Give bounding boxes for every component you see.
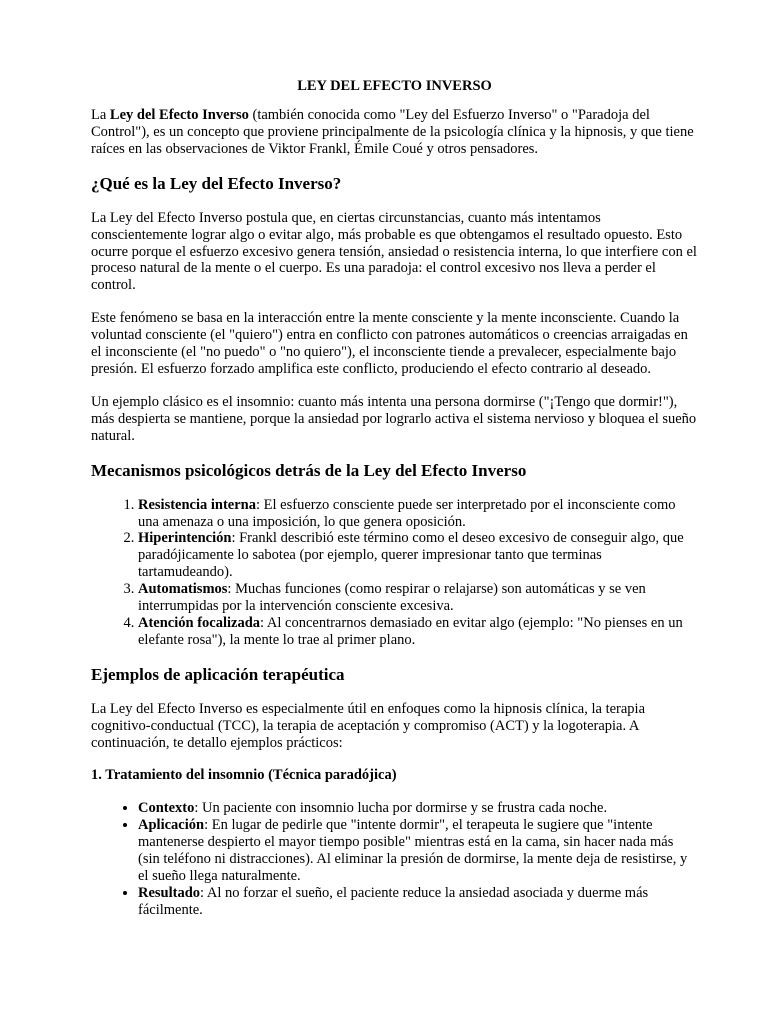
- list-item-term: Resistencia interna: [138, 496, 256, 513]
- intro-paragraph: [91, 107, 698, 158]
- intro-pre: La: [91, 107, 110, 123]
- list-item-text: : El esfuerzo consciente puede ser interpretado por el inconsciente como una amenaza o una imposición, lo que genera oposición.: [138, 496, 676, 530]
- body-paragraph: La Ley del Efecto Inverso postula que, en ciertas circunstancias, cuanto más intentamos conscientemente lograr algo o evitar algo, más probable es que obtengamos el resultado opuesto. Esto ocurre porque el esfuerzo excesivo genera tensión, ansiedad o resistencia interna, lo que interfiere con el proceso natural de la mente o el cuerpo. Es una paradoja: el control excesivo nos lleva a perder el control.: [91, 209, 697, 294]
- body-paragraph: La Ley del Efecto Inverso es especialmente útil en enfoques como la hipnosis clínica, la terapia cognitivo-conductual (TCC), la terapia de aceptación y compromiso (ACT) y la logoterapia. A continuación, te detallo ejemplos prácticos:: [91, 700, 646, 751]
- document-title: LEY DEL EFECTO INVERSO: [297, 78, 492, 94]
- list-item-term: Contexto: [138, 800, 195, 817]
- list-item: [138, 817, 698, 885]
- list-item-text: : En lugar de pedirle que "intente dormir", el terapeuta le sugiere que "intente mantenerse despierto el mayor tiempo posible" mientras está en la cama, sin hacer nada más (sin teléfono ni distracciones). Al eliminar la presión de dormirse, la mente deja de resistirse, y el sueño llega naturalmente.: [138, 817, 688, 885]
- intro-bold: Ley del Efecto Inverso: [109, 107, 249, 123]
- list-item: [138, 615, 698, 649]
- list-item-text: : Al no forzar el sueño, el paciente reduce la ansiedad asociada y duerme más fácilmente.: [138, 885, 649, 918]
- section-heading-what-is: ¿Qué es la Ley del Efecto Inverso?: [91, 173, 342, 193]
- list-item: [138, 885, 698, 919]
- intro-post: (también conocida como "Ley del Esfuerzo Inverso" o "Paradoja del Control"), es un concepto que proviene principalmente de la psicología clínica y la hipnosis, y que tiene raíces en las observaciones de Viktor Frankl, Émile Coué y otros pensadores.: [91, 107, 694, 157]
- body-paragraph: Este fenómeno se basa en la interacción entre la mente consciente y la mente inconsciente. Cuando la voluntad consciente (el "quiero") entra en conflicto con patrones automáticos o creencias arraigadas en el inconsciente (el "no puedo" o "no quiero"), el inconsciente tiende a prevalecer, especialmente bajo presión. El esfuerzo forzado amplifica este conflicto, produciendo el efecto contrario al deseado.: [91, 310, 688, 377]
- list-item: [138, 581, 698, 615]
- list-item-text: : Un paciente con insomnio lucha por dormirse y se frustra cada noche.: [194, 800, 608, 817]
- list-item-text: : Frankl describió este término como el deseo excesivo de conseguir algo, que paradójicamente lo sabotea (por ejemplo, querer impresionar tanto que terminas tartamudeando).: [138, 530, 684, 581]
- section-heading-mechanisms: Mecanismos psicológicos detrás de la Ley del Efecto Inverso: [91, 460, 527, 480]
- section-heading-examples: Ejemplos de aplicación terapéutica: [91, 664, 345, 684]
- mechanisms-list: [91, 497, 698, 649]
- list-item: [138, 497, 698, 531]
- list-item-term: Hiperintención: [138, 530, 232, 547]
- subsection-heading-insomnia: 1. Tratamiento del insomnio (Técnica paradójica): [91, 767, 397, 784]
- list-item: [138, 800, 698, 817]
- list-item-text: : Muchas funciones (como respirar o relajarse) son automáticas y se ven interrumpidas por la intervención consciente excesiva.: [138, 581, 646, 615]
- list-item-term: Resultado: [138, 885, 201, 901]
- insomnia-list: [91, 800, 698, 918]
- list-item-term: Aplicación: [138, 817, 205, 834]
- list-item-text: : Al concentrarnos demasiado en evitar algo (ejemplo: "No pienses en un elefante rosa"), la mente lo trae al primer plano.: [138, 614, 683, 648]
- list-item-term: Automatismos: [138, 581, 228, 598]
- list-item: [138, 530, 698, 581]
- body-paragraph: Un ejemplo clásico es el insomnio: cuanto más intenta una persona dormirse ("¡Tengo que dormir!"), más despierta se mantiene, porque la ansiedad por lograrlo activa el sistema nervioso y bloquea el sueño natural.: [91, 393, 697, 444]
- list-item-term: Atención focalizada: [138, 614, 261, 631]
